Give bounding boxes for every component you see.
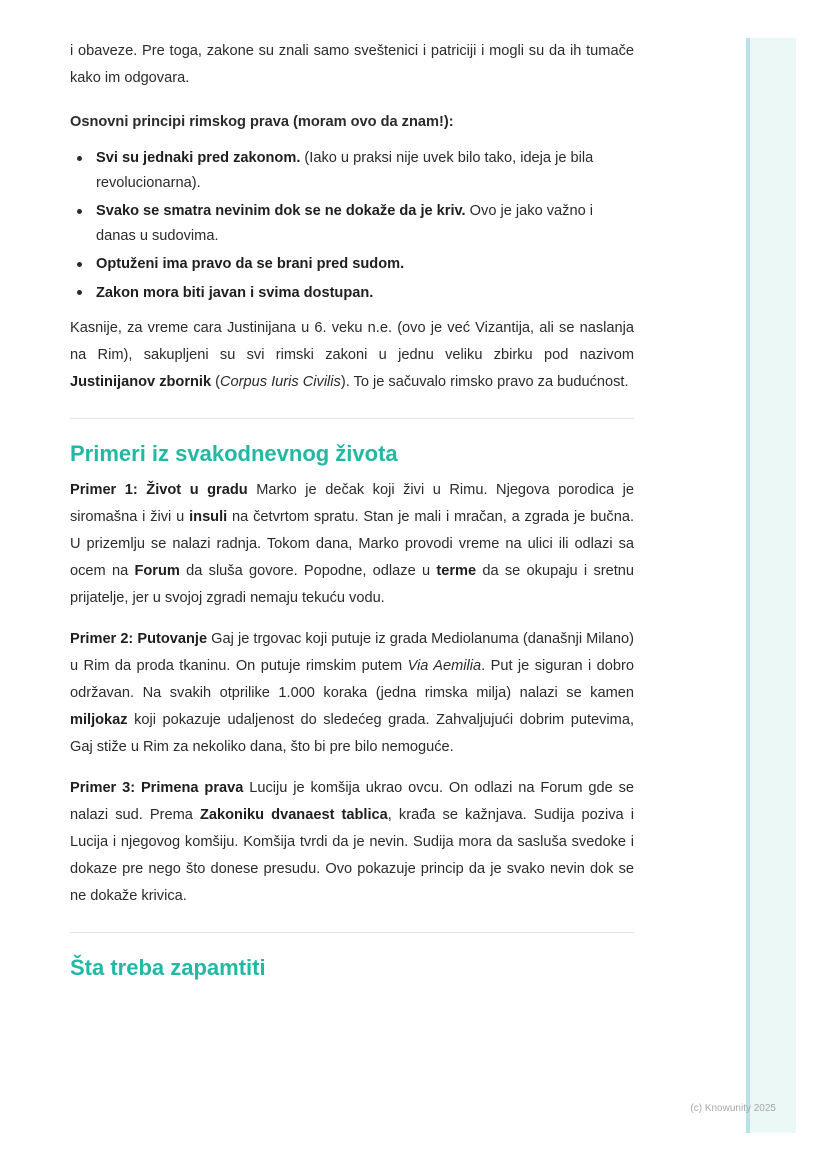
section-divider	[70, 418, 634, 419]
copyright-footer: (c) Knowunity 2025	[690, 1103, 776, 1114]
principles-heading: Osnovni principi rimskog prava (moram ovo da znam!):	[70, 114, 454, 130]
list-item: Zakon mora biti javan i svima dostupan.	[70, 281, 634, 306]
example-3-paragraph: Primer 3: Primena prava Luciju je komšija ukrao ovcu. On odlazi na Forum gde se nalazi sud. Prema Zakoniku dvanaest tablica, krađa se kažnjava. Sudija poziva i Lucija i njegovog komšiju. Komšija tvrdi da je nevin. Sudija mora da sasluša svedoke i dokaze pre nego što donese presudu. Ovo pokazuje princip da je svako nevin dok se ne dokaže krivica.	[70, 780, 634, 904]
bullet-icon	[77, 209, 82, 214]
section-divider	[70, 932, 634, 933]
list-item: Optuženi ima pravo da se brani pred sudom.	[70, 252, 634, 277]
section-title: Primeri iz svakodnevnog života	[70, 441, 398, 466]
principles-list	[70, 146, 634, 305]
bullet-icon	[77, 156, 82, 161]
justinian-paragraph: Kasnije, za vreme cara Justinijana u 6. veku n.e. (ovo je već Vizantija, ali se naslanja na Rim), sakupljeni su svi rimski zakoni u jednu veliku zbirku pod nazivom Justinijanov zbornik (Corpus Iuris Civilis). To je sačuvalo rimsko pravo za budućnost.	[70, 320, 634, 390]
side-panel	[746, 38, 796, 1133]
bullet-icon	[77, 290, 82, 295]
next-section-title: Šta treba zapamtiti	[70, 955, 266, 980]
bullet-icon	[77, 262, 82, 267]
list-item: Svi su jednaki pred zakonom. (Iako u praksi nije uvek bilo tako, ideja je bila revolucionarna).	[70, 146, 634, 195]
example-2-paragraph: Primer 2: Putovanje Gaj je trgovac koji putuje iz grada Mediolanuma (današnji Milano) u Rim da proda tkaninu. On putuje rimskim putem Via Aemilia. Put je siguran i dobro održavan. Na svakih otprilike 1.000 koraka (jedna rimska milja) nalazi se kamen miljokaz koji pokazuje udaljenost do sledećeg grada. Zahvaljujući dobrim putevima, Gaj stiže u Rim za nekoliko dana, što bi pre bilo nemoguće.	[70, 631, 634, 755]
list-item: Svako se smatra nevinim dok se ne dokaže da je kriv. Ovo je jako važno i danas u sudovima.	[70, 199, 634, 248]
intro-paragraph: i obaveze. Pre toga, zakone su znali samo sveštenici i patriciji i mogli su da ih tumače kako im odgovara.	[70, 43, 634, 86]
document-content	[70, 38, 634, 983]
example-1-paragraph: Primer 1: Život u gradu Marko je dečak koji živi u Rimu. Njegova porodica je siromašna i živi u insuli na četvrtom spratu. Stan je mali i mračan, a zgrada je bučna. U prizemlju se nalazi radnja. Tokom dana, Marko provodi vreme na ulici ili odlazi sa ocem na Forum da sluša govore. Popodne, odlaze u terme da se okupaju i sretnu prijatelje, jer u svojoj zgradi nemaju tekuću vodu.	[70, 482, 635, 606]
